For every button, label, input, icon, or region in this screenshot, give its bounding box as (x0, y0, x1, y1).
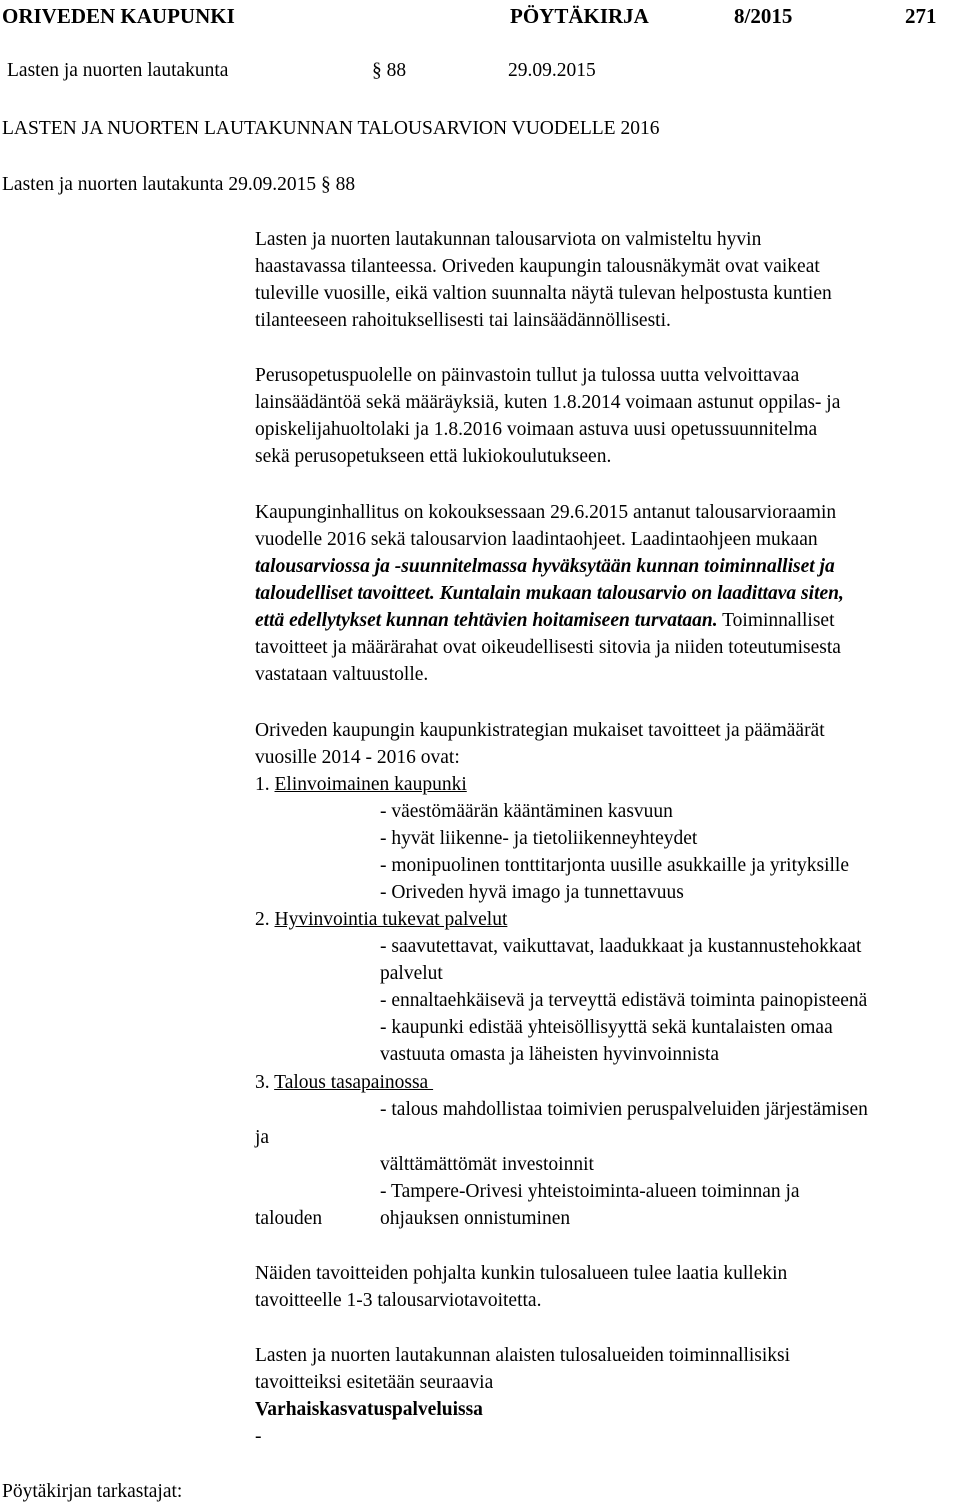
text-line: sekä perusopetukseen että lukiokoulutukseen. (255, 446, 612, 467)
text-line: tavoitteelle 1-3 talousarviotavoitetta. (255, 1290, 542, 1311)
goal-item: palvelut (380, 963, 443, 984)
text-line: vastataan valtuustolle. (255, 664, 429, 685)
section-subheader: Lasten ja nuorten lautakunta 29.09.2015 § 88 (2, 174, 356, 195)
goal-heading-1: 1. Elinvoimainen kaupunki (255, 774, 467, 795)
text-line: vuosille 2014 - 2016 ovat: (255, 747, 460, 768)
text-line: että edellytykset kunnan tehtävien hoitamiseen turvataan. Toiminnalliset (255, 610, 835, 631)
goal-item: - kaupunki edistää yhteisöllisyyttä sekä kuntalaisten omaa (380, 1017, 833, 1038)
text-line-emphasis: taloudelliset tavoitteet. Kuntalain mukaan talousarvio on laadittava siten, (255, 583, 844, 604)
text-line: haastavassa tilanteessa. Oriveden kaupungin talousnäkymät ovat vaikeat (255, 256, 820, 277)
doc-type: PÖYTÄKIRJA (510, 4, 649, 28)
section-mark: § 88 (372, 60, 407, 81)
text-line: tavoitteiksi esitetään seuraavia (255, 1372, 494, 1393)
subsection-heading: Varhaiskasvatuspalveluissa (255, 1399, 483, 1420)
text-line: Lasten ja nuorten lautakunnan alaisten tulosalueiden toiminnallisiksi (255, 1345, 791, 1366)
goal-item: - talous mahdollistaa toimivien peruspalveluiden järjestämisen (380, 1099, 868, 1120)
text-line: Oriveden kaupungin kaupunkistrategian mukaiset tavoitteet ja päämäärät (255, 720, 825, 741)
goal-item: ohjauksen onnistuminen (380, 1208, 571, 1229)
goal-item: välttämättömät investoinnit (380, 1154, 594, 1175)
goal-item: - Oriveden hyvä imago ja tunnettavuus (380, 882, 684, 903)
text-line: Lasten ja nuorten lautakunnan talousarviota on valmisteltu hyvin (255, 229, 762, 250)
goal-heading-2: 2. Hyvinvointia tukevat palvelut (255, 909, 508, 930)
goal-margin-word: talouden (255, 1208, 323, 1229)
goal-heading-3: 3. Talous tasapainossa (255, 1072, 434, 1093)
committee-name: Lasten ja nuorten lautakunta (7, 60, 229, 81)
goal-item: - väestömäärän kääntäminen kasvuun (380, 801, 673, 822)
text-line: Perusopetuspuolelle on päinvastoin tullut ja tulossa uutta velvoittavaa (255, 365, 800, 386)
goal-item: - monipuolinen tonttitarjonta uusille asukkaille ja yrityksille (380, 855, 849, 876)
org-name: ORIVEDEN KAUPUNKI (2, 4, 235, 28)
text-line: lainsäädäntöä sekä määräyksiä, kuten 1.8.2014 voimaan astunut oppilas- ja (255, 392, 841, 413)
goal-margin-word: ja (255, 1127, 270, 1148)
goal-item: - saavutettavat, vaikuttavat, laadukkaat ja kustannustehokkaat (380, 936, 862, 957)
text-line-emphasis: talousarviossa ja -suunnitelmassa hyväksytään kunnan toiminnalliset ja (255, 556, 835, 577)
text-line: vuodelle 2016 sekä talousarvion laadintaohjeet. Laadintaohjeen mukaan (255, 529, 818, 550)
goal-item: - ennaltaehkäisevä ja terveyttä edistävä toiminta painopisteenä (380, 990, 868, 1011)
meeting-date: 29.09.2015 (508, 60, 596, 81)
goal-item: vastuuta omasta ja läheisten hyvinvoinnista (380, 1044, 720, 1065)
text-line: Kaupunginhallitus on kokouksessaan 29.6.2015 antanut talousarvioraamin (255, 502, 837, 523)
text-line: tuleville vuosille, eikä valtion suunnalta näytä tulevan helpostusta kuntien (255, 283, 832, 304)
text-line: tilanteeseen rahoituksellisesti tai lainsäädännöllisesti. (255, 310, 671, 331)
doc-number: 8/2015 (734, 4, 793, 28)
goal-item: - Tampere-Orivesi yhteistoiminta-alueen toiminnan ja (380, 1181, 800, 1202)
text-line: opiskelijahuoltolaki ja 1.8.2016 voimaan astuva uusi opetussuunnitelma (255, 419, 818, 440)
text-line: Näiden tavoitteiden pohjalta kunkin tulosalueen tulee laatia kullekin (255, 1263, 788, 1284)
text-line: - (255, 1426, 262, 1447)
footer-reviewers-label: Pöytäkirjan tarkastajat: (2, 1481, 183, 1502)
page-number: 271 (905, 4, 937, 28)
page-title: LASTEN JA NUORTEN LAUTAKUNNAN TALOUSARVION VUODELLE 2016 (2, 118, 660, 139)
goal-item: - hyvät liikenne- ja tietoliikenneyhteydet (380, 828, 698, 849)
text-line: tavoitteet ja määrärahat ovat oikeudellisesti sitovia ja niiden toteutumisesta (255, 637, 841, 658)
